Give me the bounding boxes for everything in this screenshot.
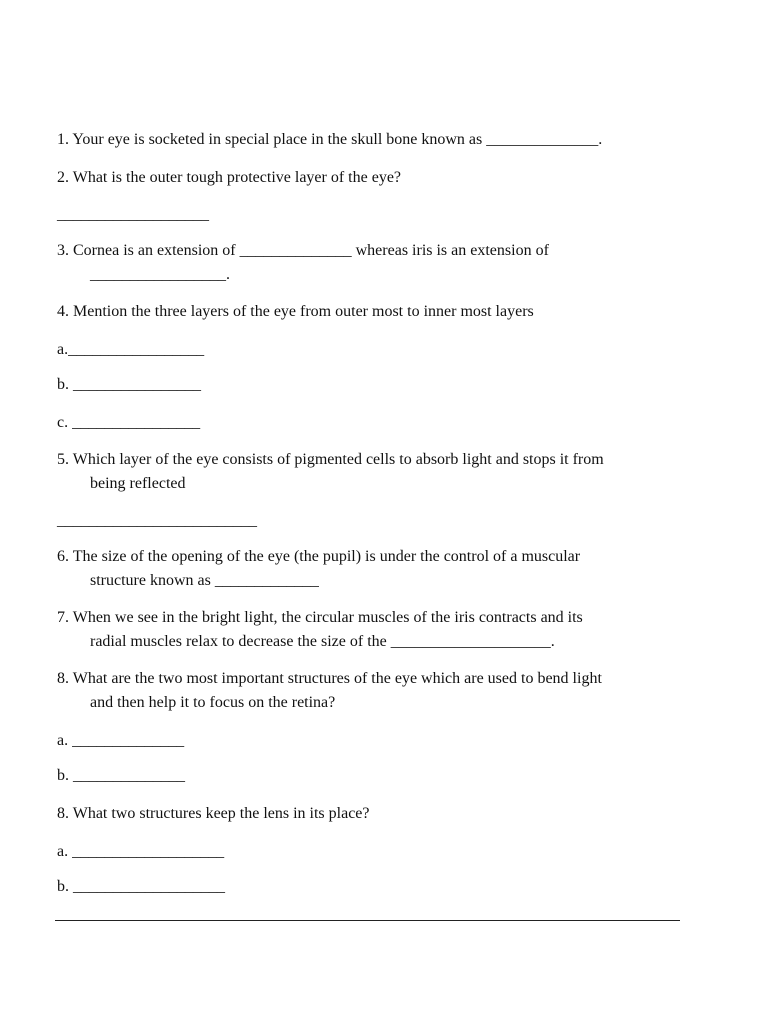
- question-5-continued: being reflected: [90, 475, 186, 492]
- question-7: 7. When we see in the bright light, the circular muscles of the iris contracts and its: [57, 609, 583, 626]
- question-2-answer-blank: ___________________: [57, 206, 209, 223]
- question-3-continued: _________________.: [90, 266, 230, 283]
- question-9-answer-a: a. ___________________: [57, 843, 225, 860]
- question-8: 8. What are the two most important structures of the eye which are used to bend light: [57, 670, 602, 687]
- question-8-answer-b: b. ______________: [57, 767, 185, 784]
- question-8-continued: and then help it to focus on the retina?: [90, 694, 336, 711]
- question-7-continued: radial muscles relax to decrease the size of the ____________________.: [90, 633, 555, 650]
- question-3: 3. Cornea is an extension of ______________ whereas iris is an extension of: [57, 242, 549, 259]
- question-4: 4. Mention the three layers of the eye from outer most to inner most layers: [57, 303, 534, 320]
- question-6-continued: structure known as _____________: [90, 572, 319, 589]
- question-9: 8. What two structures keep the lens in its place?: [57, 805, 370, 822]
- question-4-answer-c: c. ________________: [57, 414, 201, 431]
- question-4-answer-b: b. ________________: [57, 376, 201, 393]
- question-4-answer-a: a._________________: [57, 341, 205, 358]
- question-5-answer-blank: _________________________: [57, 512, 257, 529]
- question-1: 1. Your eye is socketed in special place in the skull bone known as ______________.: [57, 131, 603, 148]
- question-9-answer-b: b. ___________________: [57, 878, 225, 895]
- question-5: 5. Which layer of the eye consists of pigmented cells to absorb light and stops it from: [57, 451, 604, 468]
- question-6: 6. The size of the opening of the eye (the pupil) is under the control of a muscular: [57, 548, 581, 565]
- question-2: 2. What is the outer tough protective layer of the eye?: [57, 169, 402, 186]
- question-8-answer-a: a. ______________: [57, 732, 185, 749]
- footer-rule: [55, 920, 680, 921]
